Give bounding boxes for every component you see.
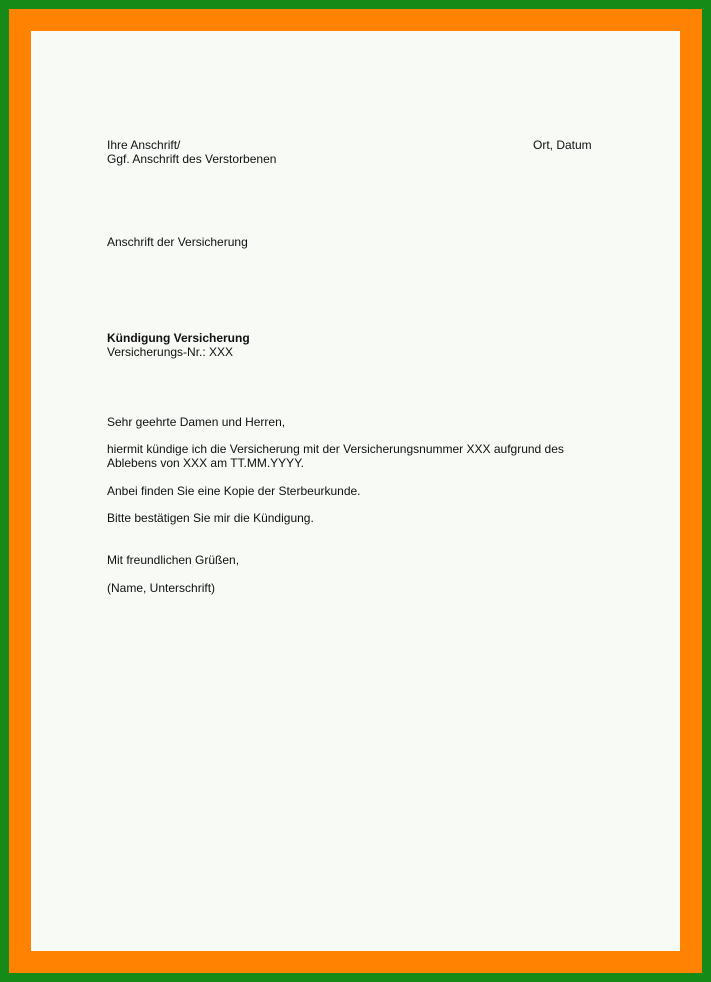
- body-line-1: hiermit kündige ich die Versicherung mit der Versicherungsnummer XXX aufgrund des: [107, 442, 564, 456]
- sender-address-line2: Ggf. Anschrift des Verstorbenen: [107, 152, 277, 166]
- attachment-note: Anbei finden Sie eine Kopie der Sterbeurkunde.: [107, 484, 361, 498]
- recipient-address: Anschrift der Versicherung: [107, 235, 248, 249]
- signature-placeholder: (Name, Unterschrift): [107, 581, 216, 595]
- confirmation-request: Bitte bestätigen Sie mir die Kündigung.: [107, 511, 314, 525]
- letter-subject: Kündigung Versicherung: [107, 331, 250, 345]
- place-date: Ort, Datum: [533, 138, 592, 152]
- body-line-2: Ablebens von XXX am TT.MM.YYYY.: [107, 456, 304, 470]
- policy-number: Versicherungs-Nr.: XXX: [107, 345, 234, 359]
- sender-address-line1: Ihre Anschrift/: [107, 138, 181, 152]
- letter-page: [31, 31, 680, 951]
- closing: Mit freundlichen Grüßen,: [107, 553, 240, 567]
- salutation: Sehr geehrte Damen und Herren,: [107, 415, 286, 429]
